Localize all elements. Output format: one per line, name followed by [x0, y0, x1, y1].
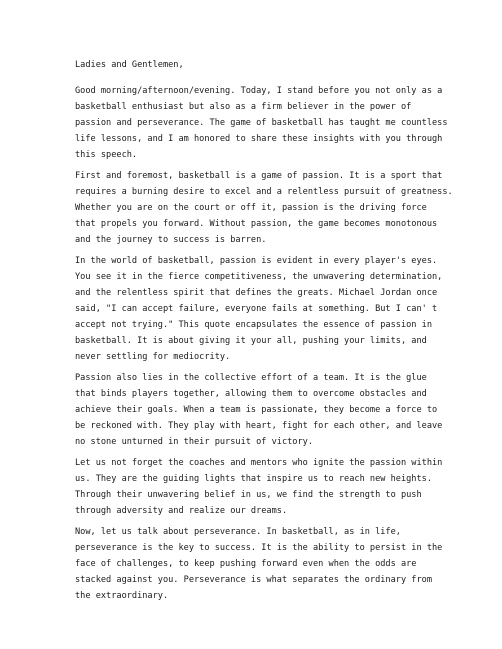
paragraph-line: First and foremost, basketball is a game of passion. It is a sport that	[75, 171, 443, 181]
paragraph-line: through adversity and realize our dreams.	[75, 506, 288, 516]
paragraph-4	[75, 370, 443, 450]
paragraph-line: this speech.	[75, 150, 138, 160]
paragraph-line: us. They are the guiding lights that inspire us to reach new heights.	[75, 474, 432, 484]
paragraph-line: perseverance is the key to success. It is the ability to persist in the	[75, 543, 443, 553]
paragraph-line: that binds players together, allowing them to overcome obstacles and	[75, 389, 427, 399]
speech-body	[75, 57, 453, 609]
paragraph-line: no stone unturned in their pursuit of victory.	[75, 437, 313, 447]
paragraph-line: face of challenges, to keep pushing forward even when the odds are	[75, 559, 417, 569]
paragraph-line: In the world of basketball, passion is evident in every player's eyes.	[75, 256, 438, 266]
paragraph-3	[75, 253, 443, 365]
paragraph-line: that propels you forward. Without passion, the game becomes monotonous	[75, 219, 438, 229]
paragraph-line: You see it in the fierce competitiveness, the unwavering determination,	[75, 272, 443, 282]
paragraph-line: accept not trying." This quote encapsulates the essence of passion in	[75, 320, 432, 330]
paragraph-line: passion and perseverance. The game of basketball has taught me countless	[75, 118, 448, 128]
paragraph-line: basketball enthusiast but also as a firm believer in the power of	[75, 102, 412, 112]
paragraph-line: Passion also lies in the collective effort of a team. It is the glue	[75, 373, 427, 383]
paragraph-line: said, "I can accept failure, everyone fails at something. But I can' t	[75, 304, 438, 314]
paragraph-1	[75, 83, 448, 163]
paragraph-line: life lessons, and I am honored to share these insights with you through	[75, 134, 443, 144]
paragraph-line: basketball. It is about giving it your all, pushing your limits, and	[75, 336, 427, 346]
paragraph-line: and the journey to success is barren.	[75, 235, 267, 245]
paragraph-line: requires a burning desire to excel and a relentless pursuit of greatness.	[75, 187, 453, 197]
salutation: Ladies and Gentlemen,	[75, 60, 184, 70]
paragraph-line: and the relentless spirit that defines the greats. Michael Jordan once	[75, 288, 438, 298]
paragraph-5	[75, 455, 443, 519]
paragraph-line: Whether you are on the court or off it, passion is the driving force	[75, 203, 427, 213]
paragraph-line: be reckoned with. They play with heart, fight for each other, and leave	[75, 421, 443, 431]
paragraph-line: Through their unwavering belief in us, we find the strength to push	[75, 490, 422, 500]
paragraph-line: Good morning/afternoon/evening. Today, I stand before you not only as a	[75, 86, 443, 96]
paragraph-line: stacked against you. Perseverance is what separates the ordinary from	[75, 575, 432, 585]
paragraph-2	[75, 168, 453, 248]
paragraph-line: achieve their goals. When a team is passionate, they become a force to	[75, 405, 438, 415]
paragraph-line: Now, let us talk about perseverance. In basketball, as in life,	[75, 527, 401, 537]
paragraph-line: never settling for mediocrity.	[75, 352, 231, 362]
paragraph-line: the extraordinary.	[75, 591, 169, 601]
paragraph-line: Let us not forget the coaches and mentors who ignite the passion within	[75, 458, 443, 468]
paragraph-6	[75, 524, 443, 604]
